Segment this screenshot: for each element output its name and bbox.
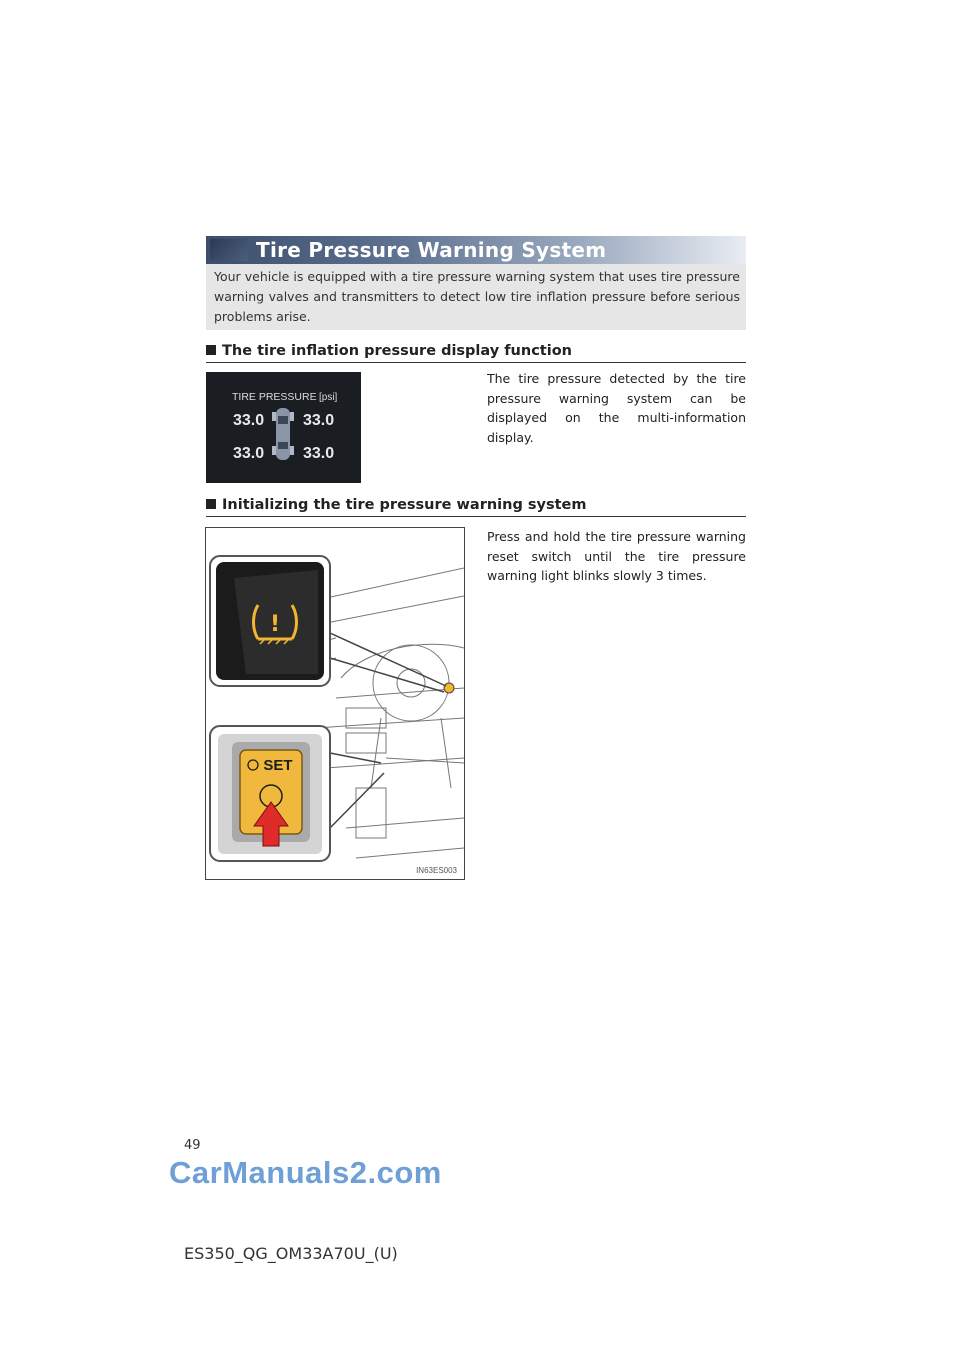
section-heading-text: The tire inflation pressure display function (222, 343, 572, 359)
reset-switch-figure (205, 527, 465, 880)
figure-code: IN63ES003 (416, 866, 457, 875)
section-heading-initialize (206, 496, 746, 517)
tire-pressure-display-figure (206, 372, 361, 483)
svg-text:!: ! (269, 612, 281, 637)
title-thumbnail (210, 239, 248, 261)
section-heading-text: Initializing the tire pressure warning system (222, 497, 587, 513)
front-right-pressure: 33.0 (303, 412, 335, 429)
page-number: 49 (184, 1138, 201, 1153)
display-function-text: The tire pressure detected by the tire pressure warning system can be displayed on the multi-information display. (487, 371, 746, 445)
tire-pressure-unit: [psi] (319, 392, 338, 403)
front-left-pressure: 33.0 (233, 412, 265, 429)
rear-left-pressure: 33.0 (233, 445, 265, 462)
square-bullet-icon (206, 499, 216, 509)
square-bullet-icon (206, 345, 216, 355)
watermark-logo: CarManuals2.com (169, 1155, 442, 1190)
rear-right-pressure: 33.0 (303, 445, 335, 462)
tire-pressure-label: TIRE PRESSURE (232, 391, 317, 403)
section-heading-display (206, 342, 746, 363)
page-title: Tire Pressure Warning System (256, 238, 607, 262)
initialize-text: Press and hold the tire pressure warning reset switch until the tire pressure warning light blinks slowly 3 times. (487, 529, 746, 583)
footer-document-code: ES350_QG_OM33A70U_(U) (184, 1244, 398, 1263)
intro-text: Your vehicle is equipped with a tire pressure warning system that uses tire pressure warning valves and transmitters to detect low tire inflation pressure before serious problems arise. (214, 269, 740, 324)
set-button-label: SET (263, 757, 293, 774)
